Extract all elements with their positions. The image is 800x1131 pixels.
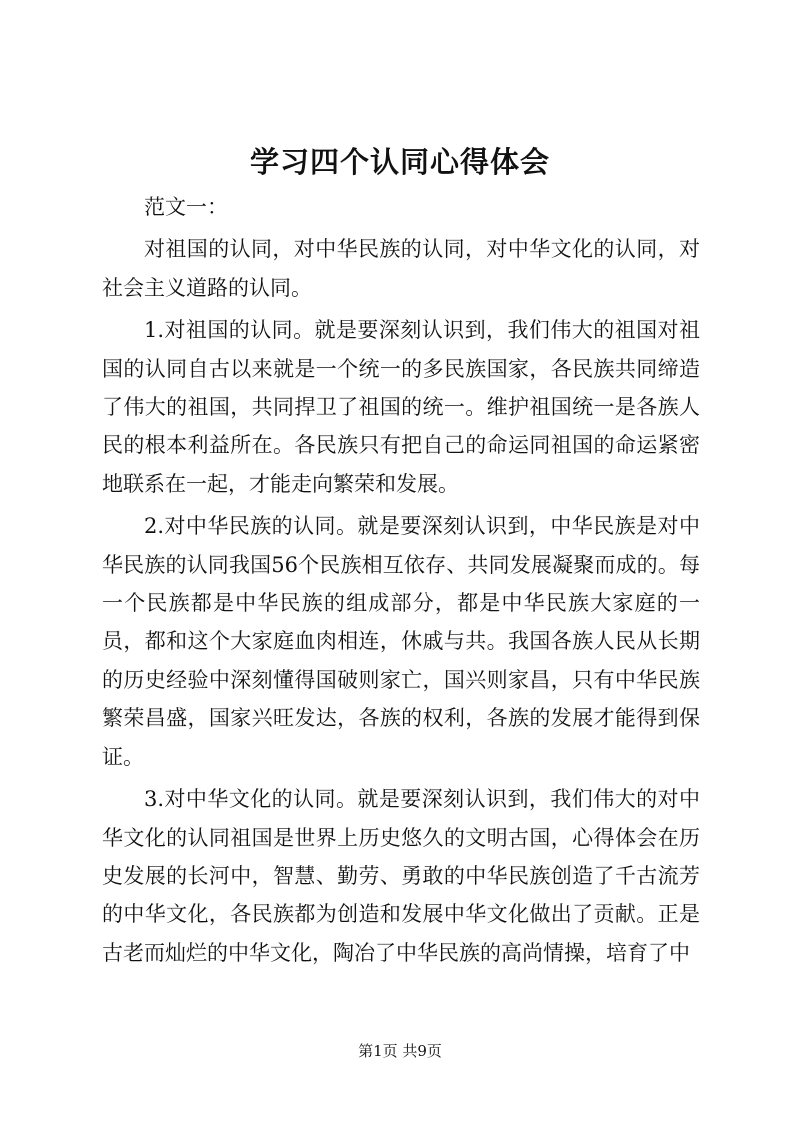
paragraph-heading: 范文一： <box>144 195 228 219</box>
document-body <box>102 188 700 972</box>
paragraph-culture: 3.对中华文化的认同。就是要深刻认识到，我们伟大的对中华文化的认同祖国是世界上历史悠久的文明古国，心得体会在历史发展的长河中，智慧、勤劳、勇敢的中华民族创造了千古流芳的中华文化，各民族都为创造和发展中华文化做出了贡献。正是古老而灿烂的中华文化，陶冶了中华民族的高尚情操，培育了中 <box>102 787 700 965</box>
page-footer: 第1页 共9页 <box>358 1042 442 1060</box>
paragraph-intro: 对祖国的认同，对中华民族的认同，对中华文化的认同，对社会主义道路的认同。 <box>102 237 700 300</box>
document-title: 学习四个认同心得体会 <box>249 145 550 179</box>
paragraph-motherland: 1.对祖国的认同。就是要深刻认识到，我们伟大的祖国对祖国的认同自古以来就是一个统一的多民族国家，各民族共同缔造了伟大的祖国，共同捍卫了祖国的统一。维护祖国统一是各族人民的根本利益所在。各民族只有把自己的命运同祖国的命运紧密地联系在一起，才能走向繁荣和发展。 <box>102 318 700 496</box>
paragraph-nation: 2.对中华民族的认同。就是要深刻认识到，中华民族是对中华民族的认同我国56个民族相互依存、共同发展凝聚而成的。每一个民族都是中华民族的组成部分，都是中华民族大家庭的一员，都和这个大家庭血肉相连，休戚与共。我国各族人民从长期的历史经验中深刻懂得国破则家亡，国兴则家昌，只有中华民族繁荣昌盛，国家兴旺发达，各族的权利，各族的发展才能得到保证。 <box>102 514 700 769</box>
